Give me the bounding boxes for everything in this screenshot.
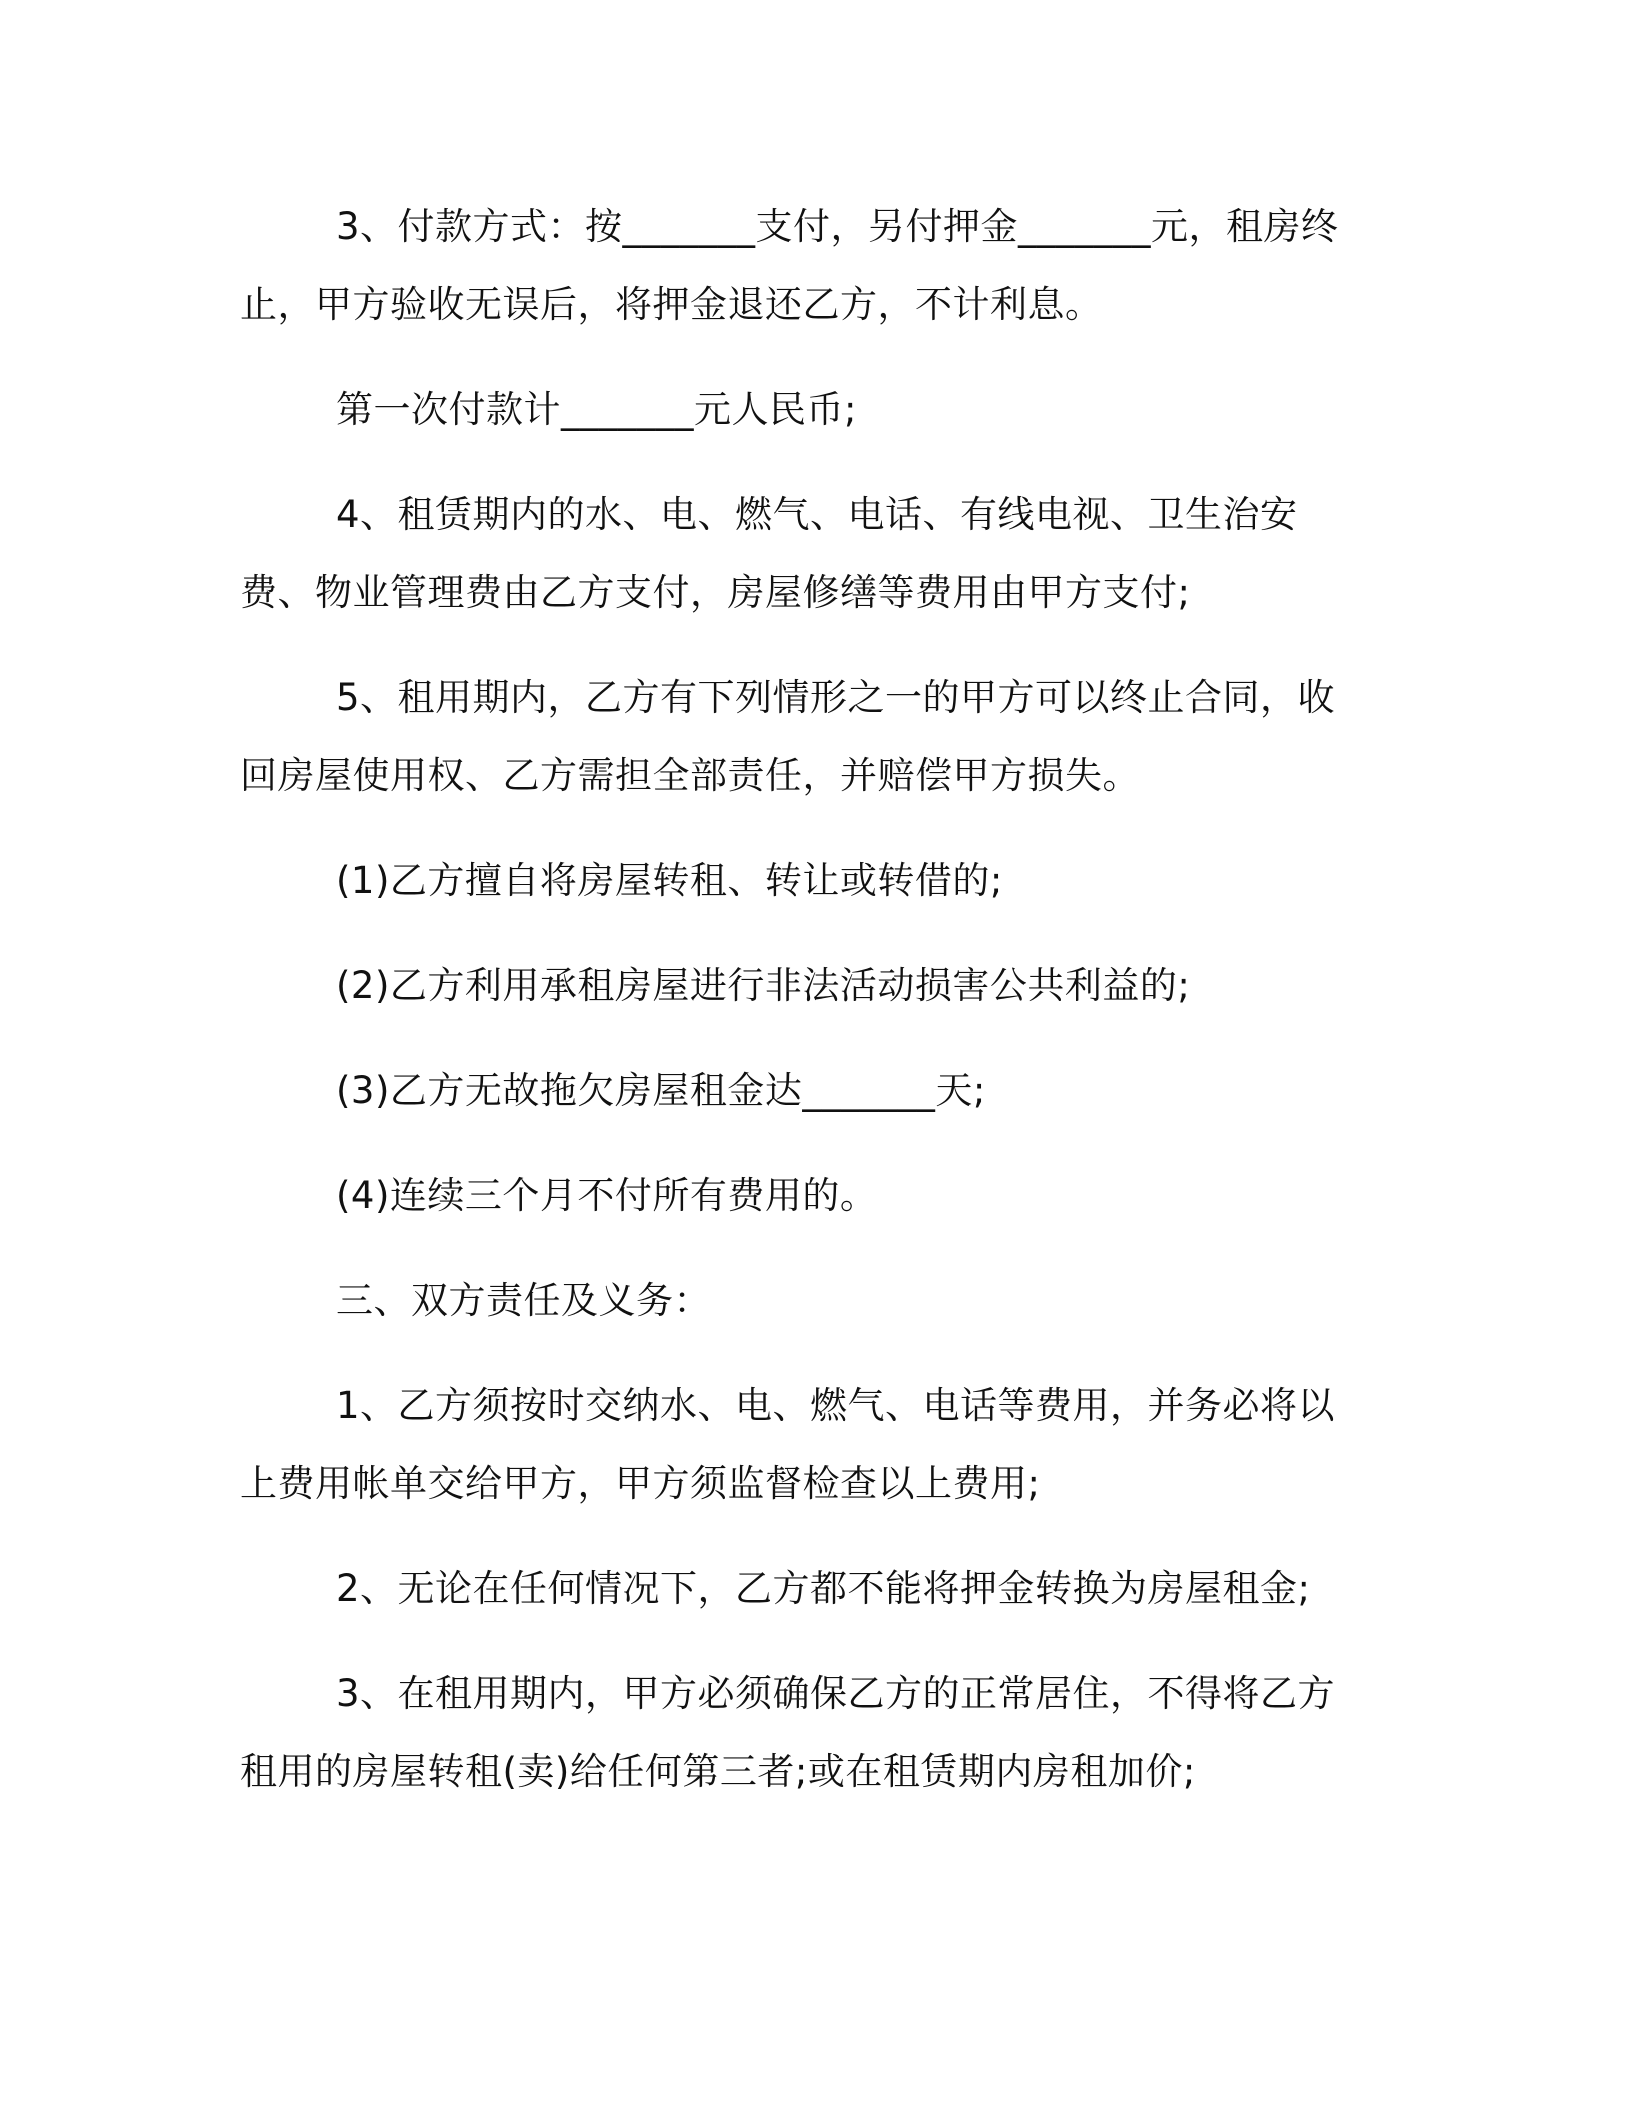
clause-termination: 5、租用期内，乙方有下列情形之一的甲方可以终止合同，收回房屋使用权、乙方需担全部责任，并赔偿甲方损失。 xyxy=(240,676,1336,797)
clause-first-payment: 第一次付款计_______元人民币; xyxy=(336,388,857,431)
termination-item-2: (2)乙方利用承租房屋进行非法活动损害公共利益的; xyxy=(336,964,1191,1007)
clause-utilities: 4、租赁期内的水、电、燃气、电话、有线电视、卫生治安费、物业管理费由乙方支付，房屋修缮等费用由甲方支付; xyxy=(240,493,1298,614)
document-body xyxy=(240,188,1360,1838)
responsibility-item-2: 2、无论在任何情况下，乙方都不能将押金转换为房屋租金; xyxy=(336,1567,1311,1610)
section-heading-responsibilities: 三、双方责任及义务： xyxy=(336,1279,711,1322)
responsibility-item-3: 3、在租用期内，甲方必须确保乙方的正常居住，不得将乙方租用的房屋转租(卖)给任何第三者;或在租赁期内房租加价; xyxy=(240,1672,1336,1793)
termination-item-1: (1)乙方擅自将房屋转租、转让或转借的; xyxy=(336,859,1003,902)
termination-item-3: (3)乙方无故拖欠房屋租金达_______天; xyxy=(336,1069,986,1112)
responsibility-item-1: 1、乙方须按时交纳水、电、燃气、电话等费用，并务必将以上费用帐单交给甲方，甲方须监督检查以上费用; xyxy=(240,1384,1336,1505)
termination-item-4: (4)连续三个月不付所有费用的。 xyxy=(336,1174,878,1217)
clause-payment-method: 3、付款方式：按_______支付，另付押金_______元，租房终止，甲方验收无误后，将押金退还乙方，不计利息。 xyxy=(240,205,1339,326)
